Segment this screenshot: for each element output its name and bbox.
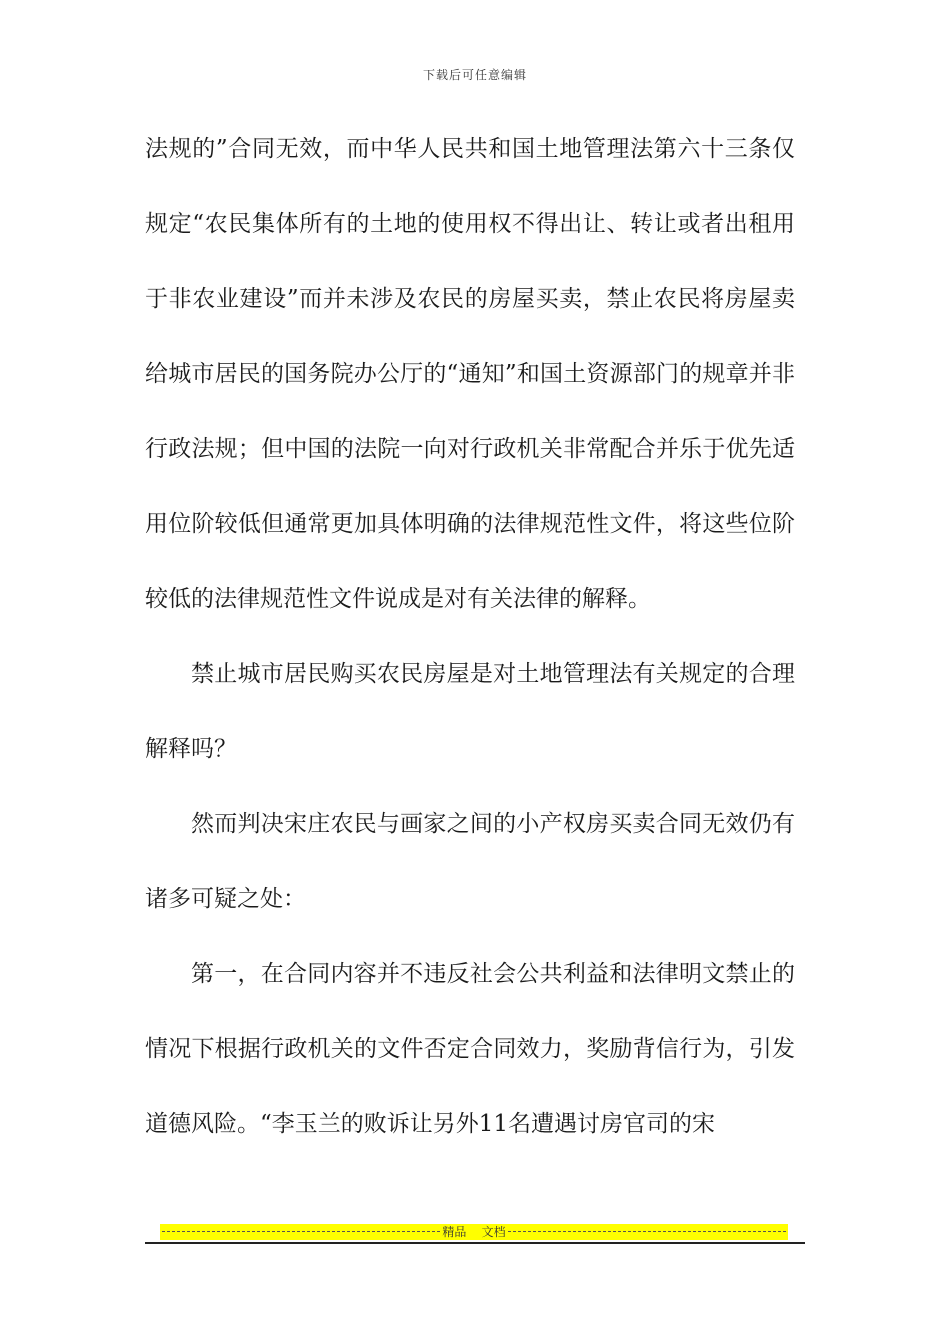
footer-banner [160, 1224, 788, 1240]
paragraph-point-one: 第一，在合同内容并不违反社会公共利益和法律明文禁止的情况下根据行政机关的文件否定合同效力，奖励背信行为，引发道德风险。“李玉兰的败诉让另外11名遭遇讨房官司的宋 [145, 961, 795, 1137]
paragraph-question: 禁止城市居民购买农民房屋是对土地管理法有关规定的合理解释吗？ [145, 661, 795, 762]
footer-label: 精品 文档 [442, 1225, 506, 1239]
document-body [145, 112, 795, 1162]
header-note: 下载后可任意编辑 [422, 68, 527, 82]
footer-dash-right [508, 1231, 786, 1233]
footer-dash-left [162, 1231, 440, 1233]
footer-divider [145, 1242, 805, 1244]
paragraph-doubts-intro: 然而判决宋庄农民与画家之间的小产权房买卖合同无效仍有诸多可疑之处： [145, 811, 795, 912]
paragraph-continuation: 法规的”合同无效，而中华人民共和国土地管理法第六十三条仅规定“农民集体所有的土地的使用权不得出让、转让或者出租用于非农业建设”而并未涉及农民的房屋买卖，禁止农民将房屋卖给城市居民的国务院办公厅的“通知”和国土资源部门的规章并非行政法规；但中国的法院一向对行政机关非常配合并乐于优先适用位阶较低但通常更加具体明确的法律规范性文件，将这些位阶较低的法律规范性文件说成是对有关法律的解释。 [145, 136, 795, 612]
